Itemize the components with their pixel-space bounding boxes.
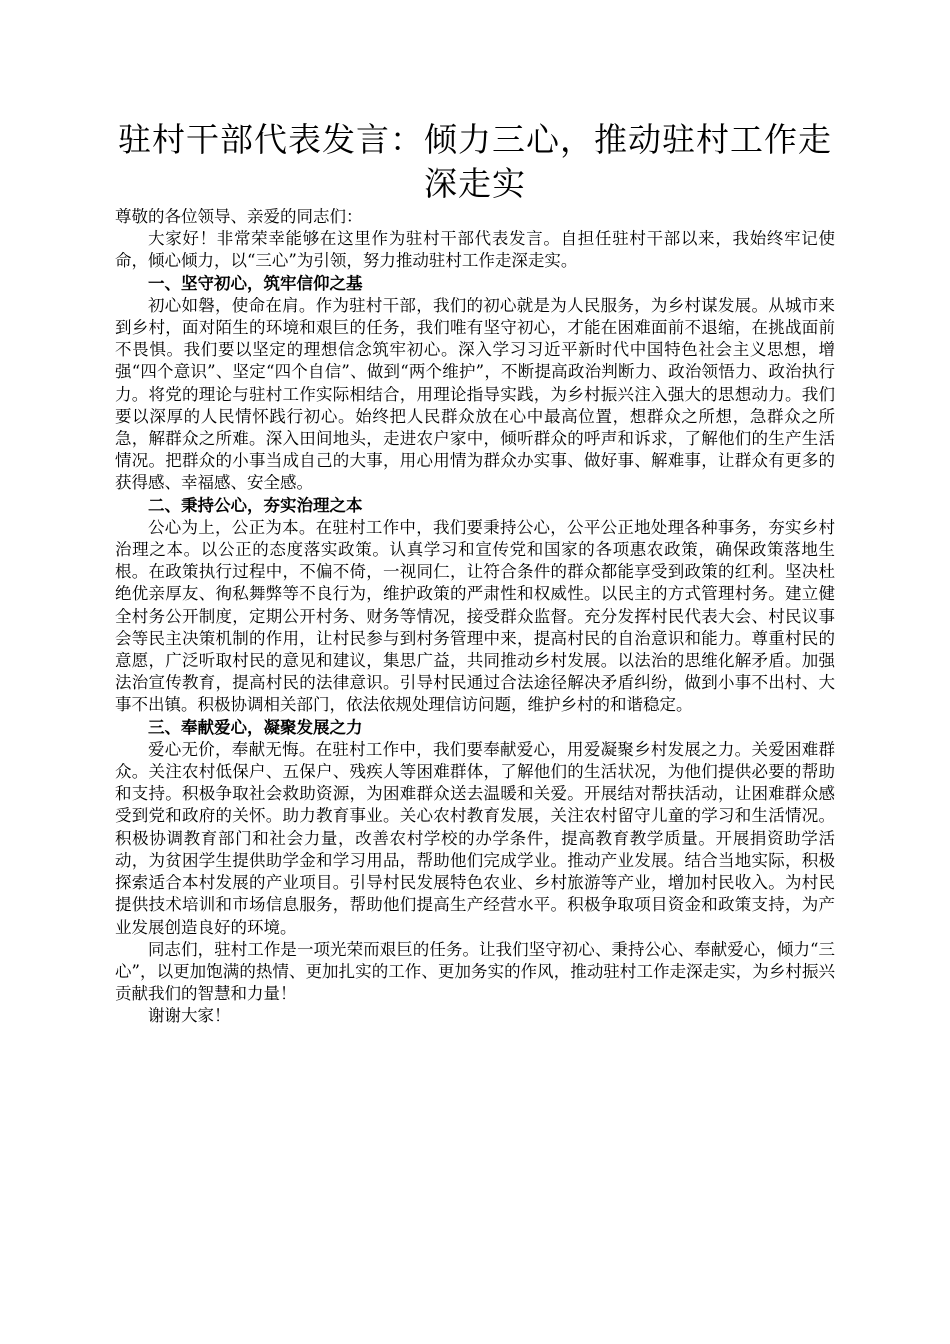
salutation: 尊敬的各位领导、亲爱的同志们： <box>115 207 363 226</box>
closing-paragraph: 同志们，驻村工作是一项光荣而艰巨的任务。让我们坚守初心、秉持公心、奉献爱心，倾力“三心”，以更加饱满的热情、更加扎实的工作、更加务实的作风，推动驻村工作走深走实，为乡村振兴贡献我们的智慧和力量！ <box>115 939 835 1004</box>
section-3-paragraph: 爱心无价，奉献无悔。在驻村工作中，我们要奉献爱心，用爱凝聚乡村发展之力。关爱困难群众。关注农村低保户、五保户、残疾人等困难群体，了解他们的生活状况，为他们提供必要的帮助和支持。积极争取社会救助资源，为困难群众送去温暖和关爱。开展结对帮扶活动，让困难群众感受到党和政府的关怀。助力教育事业。关心农村教育发展，关注农村留守儿童的学习和生活情况。积极协调教育部门和社会力量，改善农村学校的办学条件，提高教育教学质量。开展捐资助学活动，为贫困学生提供助学金和学习用品，帮助他们完成学业。推动产业发展。结合当地实际，积极探索适合本村发展的产业项目。引导村民发展特色农业、乡村旅游等产业，增加村民收入。为村民提供技术培训和市场信息服务，帮助他们提高生产经营水平。积极争取项目资金和政策支持，为产业发展创造良好的环境。 <box>115 739 835 937</box>
document-body <box>115 206 835 1028</box>
document-page <box>115 118 835 1028</box>
document-title: 驻村干部代表发言：倾力三心，推动驻村工作走深走实 <box>118 120 832 203</box>
thanks-line: 谢谢大家！ <box>148 1006 231 1026</box>
section-2-heading: 二、秉持公心，夯实治理之本 <box>148 495 363 515</box>
section-3-heading: 三、奉献爱心，凝聚发展之力 <box>148 717 363 737</box>
section-2-paragraph: 公心为上，公正为本。在驻村工作中，我们要秉持公心，公平公正地处理各种事务，夯实乡村治理之本。以公正的态度落实政策。认真学习和宣传党和国家的各项惠农政策，确保政策落地生根。在政策执行过程中，不偏不倚，一视同仁，让符合条件的群众都能享受到政策的红利。坚决杜绝优亲厚友、徇私舞弊等不良行为，维护政策的严肃性和权威性。以民主的方式管理村务。建立健全村务公开制度，定期公开村务、财务等情况，接受群众监督。充分发挥村民代表大会、村民议事会等民主决策机制的作用，让村民参与到村务管理中来，提高村民的自治意识和能力。尊重村民的意愿，广泛听取村民的意见和建议，集思广益，共同推动乡村发展。以法治的思维化解矛盾。加强法治宣传教育，提高村民的法律意识。引导村民通过合法途径解决矛盾纠纷，做到小事不出村、大事不出镇。积极协调相关部门，依法依规处理信访问题，维护乡村的和谐稳定。 <box>115 517 835 715</box>
opening-paragraph: 大家好！非常荣幸能够在这里作为驻村干部代表发言。自担任驻村干部以来，我始终牢记使命，倾心倾力，以“三心”为引领，努力推动驻村工作走深走实。 <box>115 229 835 271</box>
section-1-paragraph: 初心如磐，使命在肩。作为驻村干部，我们的初心就是为人民服务，为乡村谋发展。从城市来到乡村，面对陌生的环境和艰巨的任务，我们唯有坚守初心，才能在困难面前不退缩，在挑战面前不畏惧。我们要以坚定的理想信念筑牢初心。深入学习习近平新时代中国特色社会主义思想，增强“四个意识”、坚定“四个自信”、做到“两个维护”，不断提高政治判断力、政治领悟力、政治执行力。将党的理论与驻村工作实际相结合，用理论指导实践，为乡村振兴注入强大的思想动力。我们要以深厚的人民情怀践行初心。始终把人民群众放在心中最高位置，想群众之所想，急群众之所急，解群众之所难。深入田间地头，走进农户家中，倾听群众的呼声和诉求，了解他们的生产生活情况。把群众的小事当成自己的大事，用心用情为群众办实事、做好事、解难事，让群众有更多的获得感、幸福感、安全感。 <box>115 295 835 493</box>
section-1-heading: 一、坚守初心，筑牢信仰之基 <box>148 273 363 293</box>
